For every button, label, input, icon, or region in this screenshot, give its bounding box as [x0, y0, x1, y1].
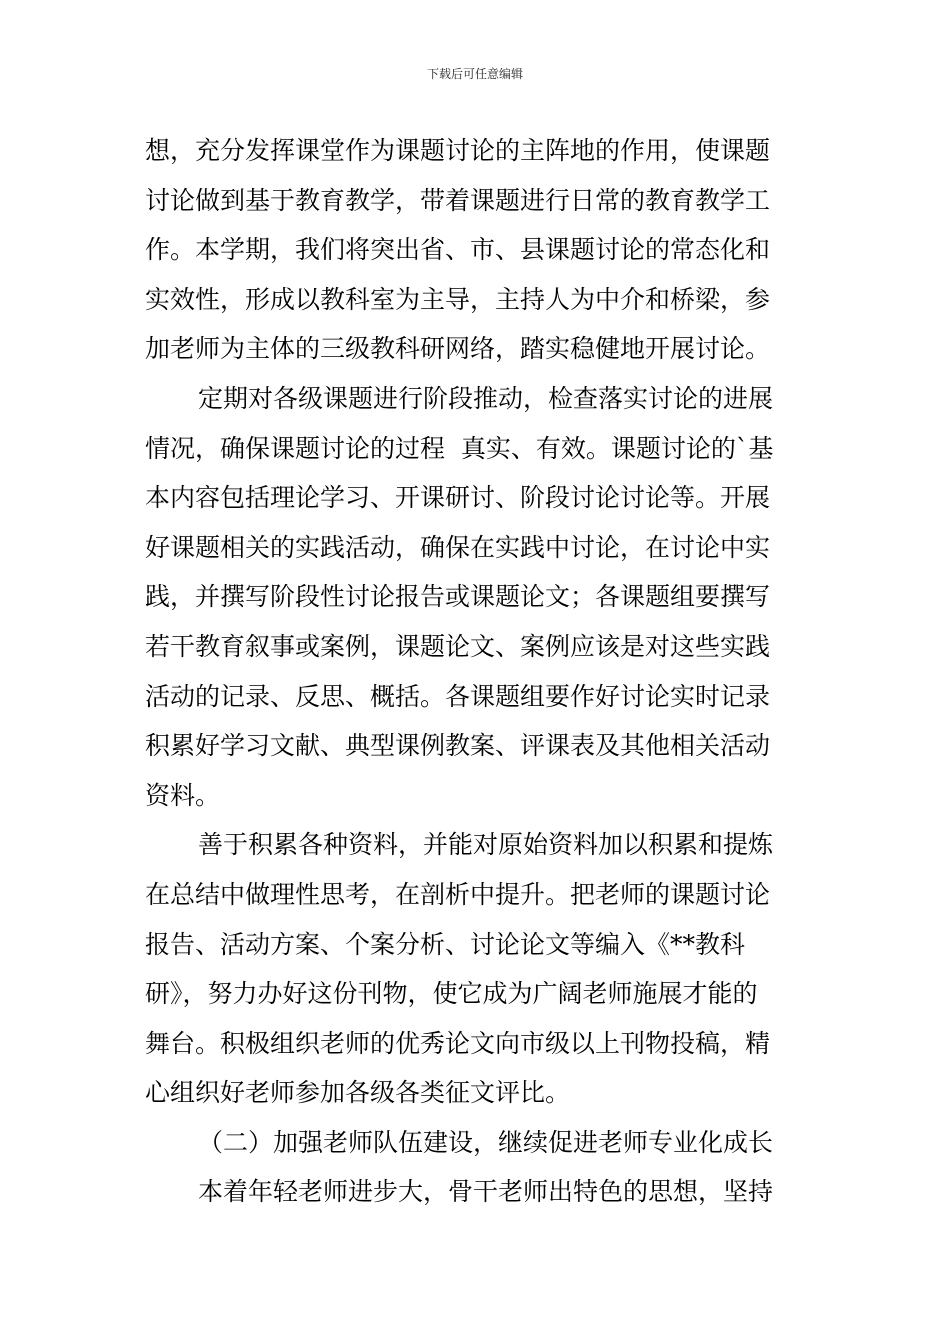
text-line: 好课题相关的实践活动，确保在实践中讨论，在讨论中实 [145, 532, 771, 562]
text-line: 加老师为主体的三级教科研网络，踏实稳健地开展讨论。 [145, 334, 771, 364]
text-line: 积累好学习文献、典型课例教案、评课表及其他相关活动 [145, 731, 771, 761]
section-heading: （二）加强老师队伍建设，继续促进老师专业化成长 [198, 1127, 774, 1157]
text-line: 在总结中做理性思考，在剖析中提升。把老师的课题讨论 [145, 879, 771, 909]
paragraph-first-line: 善于积累各种资料，并能对原始资料加以积累和提炼 [198, 830, 774, 860]
text-line: 资料。 [145, 780, 221, 810]
text-line: 情况，确保课题讨论的过程 真实、有效。课题讨论的`基 [145, 433, 774, 463]
text-line: 报告、活动方案、个案分析、讨论论文等编入《**教科 [145, 929, 746, 959]
text-line: 心组织好老师参加各级各类征文评比。 [145, 1078, 571, 1108]
document-body [145, 126, 805, 1217]
text-line: 讨论做到基于教育教学，带着课题进行日常的教育教学工 [145, 185, 771, 215]
text-line: 研》，努力办好这份刊物，使它成为广阔老师施展才能的 [145, 979, 758, 1009]
paragraph-first-line: 定期对各级课题进行阶段推动，检查落实讨论的进展 [198, 383, 774, 413]
text-line: 舞台。积极组织老师的优秀论文向市级以上刊物投稿，精 [145, 1028, 771, 1058]
page-header: 下载后可任意编辑 [426, 67, 523, 81]
text-line: 活动的记录、反思、概括。各课题组要作好讨论实时记录 [145, 681, 771, 711]
text-line: 践，并撰写阶段性讨论报告或课题论文；各课题组要撰写 [145, 582, 771, 612]
text-line: 本内容包括理论学习、开课研讨、阶段讨论讨论等。开展 [145, 483, 771, 513]
text-line: 想，充分发挥课堂作为课题讨论的主阵地的作用，使课题 [145, 136, 771, 165]
text-line: 若干教育叙事或案例，课题论文、案例应该是对这些实践 [145, 631, 771, 661]
paragraph-first-line: 本着年轻老师进步大，骨干老师出特色的思想，坚持 [198, 1177, 774, 1207]
text-line: 作。本学期，我们将突出省、市、县课题讨论的常态化和 [145, 235, 771, 265]
text-line: 实效性，形成以教科室为主导，主持人为中介和桥梁，参 [145, 284, 771, 314]
